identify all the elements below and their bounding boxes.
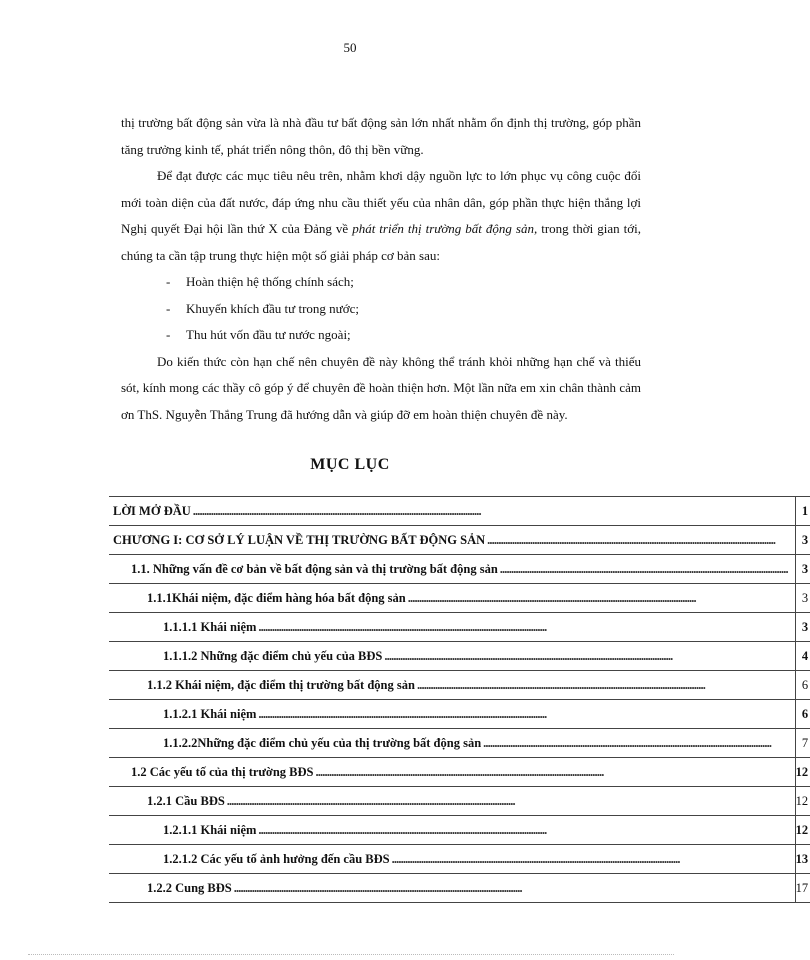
toc-row[interactable] <box>109 526 810 555</box>
paragraph-2-end: trong thời gian tới, chúng ta cần tập trung thực hiện một số giải pháp cơ bản sau: <box>121 221 641 263</box>
toc-row[interactable] <box>109 642 810 671</box>
toc-label[interactable]: 1.2.1.2 Các yếu tố ảnh hưởng đến cầu BĐS <box>163 851 390 866</box>
toc-page: 13 <box>795 845 810 874</box>
toc-page: 12 <box>795 816 810 845</box>
toc-row[interactable] <box>109 700 810 729</box>
toc-label[interactable]: 1.2 Các yếu tố của thị trường BĐS <box>131 764 314 779</box>
paragraph-1: thị trường bất động sản vừa là nhà đầu tư bất động sản lớn nhất nhằm ổn định thị trường, góp phần tăng trưởng kinh tế, phát triển nông thôn, đô thị bền vững. <box>121 115 641 157</box>
toc-label[interactable]: 1.1.2.2Những đặc điểm chủ yếu của thị trường bất động sản <box>163 735 482 750</box>
list-item-text: Khuyến khích đầu tư trong nước; <box>186 300 359 316</box>
paragraph-2-italic: phát triển thị trường bất động sản, <box>352 221 538 236</box>
toc-label[interactable]: 1.1.1Khái niệm, đặc điểm hàng hóa bất động sản <box>147 590 406 605</box>
body-text <box>121 110 641 428</box>
toc-page: 17 <box>795 874 810 903</box>
toc-row[interactable] <box>109 845 810 874</box>
toc-page: 3 <box>795 584 810 613</box>
list-item: - Khuyến khích đầu tư trong nước; <box>166 296 641 323</box>
list-item: - Thu hút vốn đầu tư nước ngoài; <box>166 322 641 349</box>
toc-page: 4 <box>795 642 810 671</box>
list-item-text: Thu hút vốn đầu tư nước ngoài; <box>186 327 351 342</box>
toc-page: 7 <box>795 729 810 758</box>
toc-page: 12 <box>795 787 810 816</box>
paragraph-2 <box>121 163 641 269</box>
paragraph-2-start: Để đạt được các mục tiêu nêu trên, nhằm khơi dậy nguồn lực to lớn phục vụ công cuộc đổi mới toàn diện của đất nước, đáp ứng nhu cầu thiết yếu của nhân dân, góp phần thực hiện thắng lợi Nghị quyết Đại hội lần thứ X của Đảng về <box>121 168 641 236</box>
toc-row[interactable] <box>109 555 810 584</box>
toc-row[interactable] <box>109 497 810 526</box>
toc-row[interactable] <box>109 816 810 845</box>
list-item: - Hoàn thiện hệ thống chính sách; <box>166 269 641 296</box>
toc-label[interactable]: 1.1.1.2 Những đặc điểm chủ yếu của BĐS <box>163 648 383 663</box>
toc-label[interactable]: 1.2.1.1 Khái niệm <box>163 822 257 837</box>
toc-label[interactable]: LỜI MỞ ĐẦU <box>113 503 191 518</box>
toc-label[interactable]: 1.2.1 Cầu BĐS <box>147 793 225 808</box>
toc-page: 12 <box>795 758 810 787</box>
toc-label[interactable]: 1.1.2 Khái niệm, đặc điểm thị trường bất động sản <box>147 677 415 692</box>
solution-list <box>121 269 641 349</box>
toc-row[interactable] <box>109 584 810 613</box>
toc-row[interactable] <box>109 874 810 903</box>
toc-page: 6 <box>795 700 810 729</box>
toc-label[interactable]: 1.1.1.1 Khái niệm <box>163 619 257 634</box>
toc-label[interactable]: 1.1. Những vấn đề cơ bản về bất động sản và thị trường bất động sản <box>131 561 498 576</box>
page-number: 50 <box>343 40 357 55</box>
table-of-contents <box>109 496 810 903</box>
toc-page: 3 <box>795 526 810 555</box>
toc-row[interactable] <box>109 758 810 787</box>
page-bottom-divider <box>28 954 674 955</box>
toc-label[interactable]: 1.2.2 Cung BĐS <box>147 880 232 895</box>
toc-row[interactable] <box>109 613 810 642</box>
toc-row[interactable] <box>109 671 810 700</box>
toc-row[interactable] <box>109 729 810 758</box>
toc-label[interactable]: CHƯƠNG I: CƠ SỞ LÝ LUẬN VỀ THỊ TRƯỜNG BẤT ĐỘNG SẢN <box>113 532 486 547</box>
list-item-text: Hoàn thiện hệ thống chính sách; <box>186 274 354 289</box>
paragraph-3: Do kiến thức còn hạn chế nên chuyên đề này không thể tránh khỏi những hạn chế và thiếu sót, kính mong các thầy cô góp ý để chuyên đề hoàn thiện hơn. Một lần nữa em xin chân thành cảm ơn ThS. Nguyễn Thắng Trung đã hướng dẫn và giúp đỡ em hoàn thiện chuyên đề này. <box>121 353 641 422</box>
toc-label[interactable]: 1.1.2.1 Khái niệm <box>163 706 257 721</box>
toc-title: MỤC LỤC <box>310 456 390 473</box>
toc-page: 6 <box>795 671 810 700</box>
toc-page: 3 <box>795 555 810 584</box>
toc-row[interactable] <box>109 787 810 816</box>
toc-page: 3 <box>795 613 810 642</box>
toc-page: 1 <box>795 497 810 526</box>
